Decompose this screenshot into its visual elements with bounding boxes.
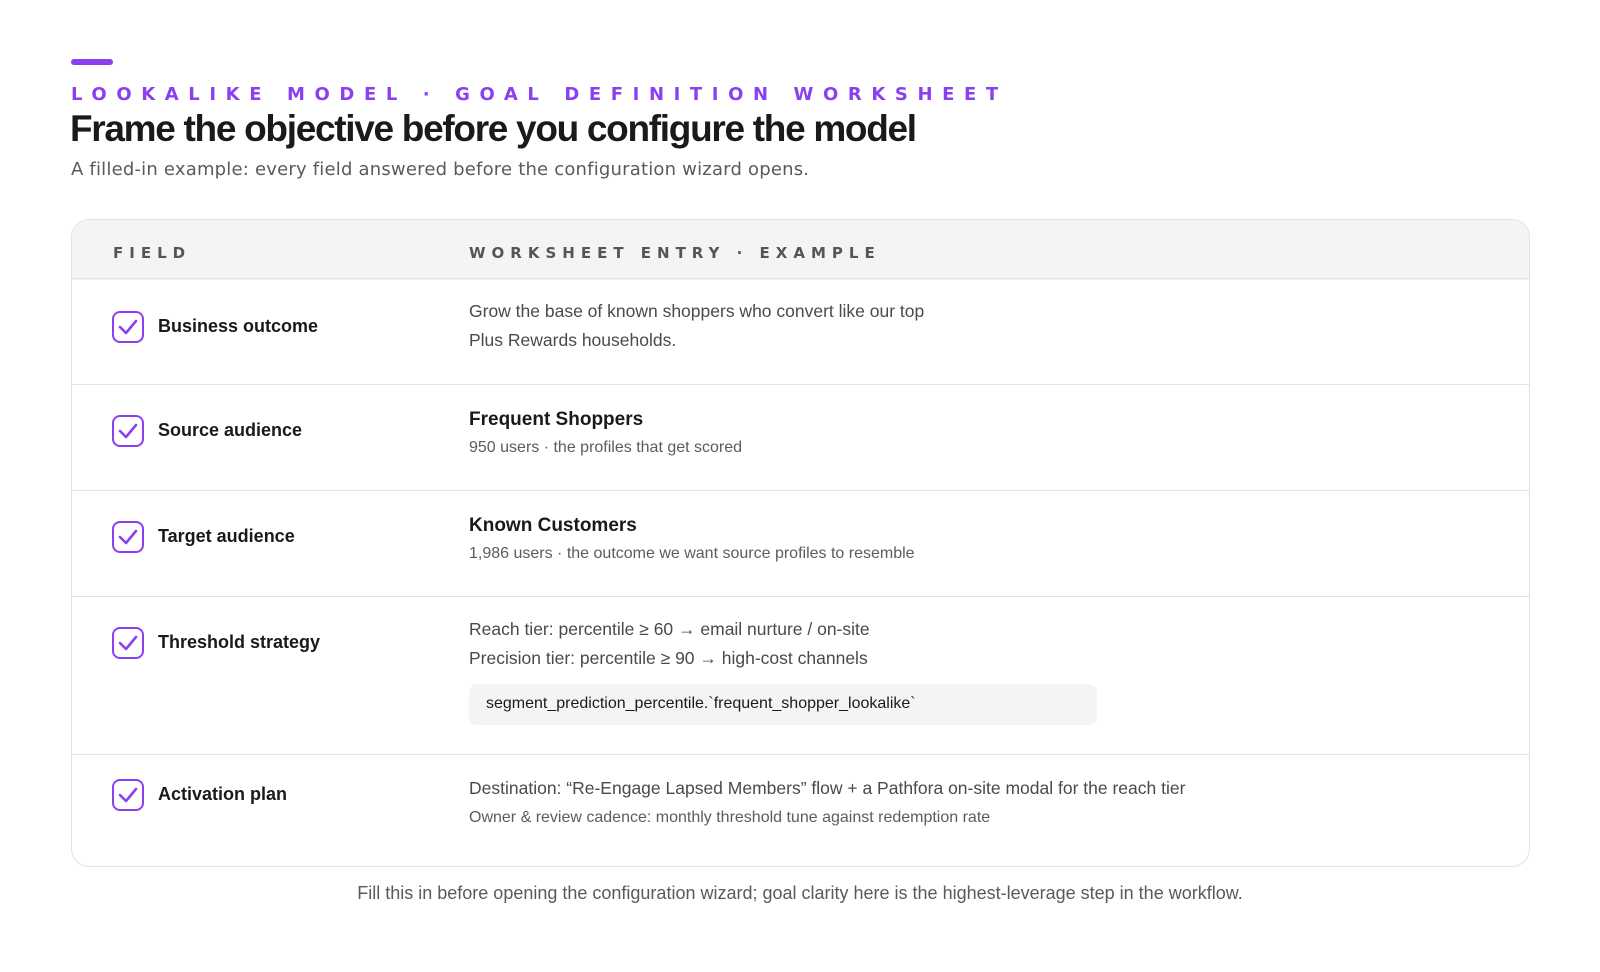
table-row: [72, 754, 1529, 867]
owner-cadence: Owner & review cadence: monthly threshold tune against redemption rate: [469, 809, 991, 826]
table-row: [72, 384, 1529, 490]
checkbox-checked-icon[interactable]: [112, 779, 144, 811]
footer-note: Fill this in before opening the configuration wizard; goal clarity here is the highest-leverage step in the workflow.: [357, 883, 1243, 903]
audience-name: Known Customers: [469, 515, 637, 536]
page-subtitle: A filled-in example: every field answered before the configuration wizard opens.: [71, 159, 810, 180]
column-header-entry: WORKSHEET ENTRY · EXAMPLE: [469, 244, 881, 262]
code-snippet: segment_prediction_percentile.`frequent_shopper_lookalike`: [469, 684, 1097, 725]
worksheet-entry: [469, 774, 1185, 833]
field-label: Activation plan: [158, 784, 288, 804]
checkbox-checked-icon[interactable]: [112, 415, 144, 447]
audience-name: Frequent Shoppers: [469, 409, 644, 430]
field-label: Threshold strategy: [158, 632, 321, 652]
entry-line: Destination: “Re-Engage Lapsed Members” flow + a Pathfora on-site modal for the reach tier: [469, 778, 1186, 798]
field-label: Target audience: [158, 526, 295, 546]
checkbox-checked-icon[interactable]: [112, 627, 144, 659]
table-row: [72, 596, 1529, 754]
worksheet-entry: [469, 407, 742, 463]
eyebrow-label: LOOKALIKE MODEL · GOAL DEFINITION WORKSHEET: [71, 84, 1008, 105]
audience-detail: 950 users · the profiles that get scored: [469, 439, 743, 456]
table-row: [72, 278, 1529, 384]
field-label: Business outcome: [158, 316, 319, 336]
table-header: [72, 220, 1529, 280]
field-label: Source audience: [158, 420, 303, 440]
column-header-field: FIELD: [113, 244, 192, 262]
entry-line: Precision tier: percentile ≥ 90 → high-cost channels: [469, 648, 868, 668]
entry-line: Grow the base of known shoppers who convert like our top: [469, 301, 925, 321]
entry-line: Plus Rewards households.: [469, 330, 677, 350]
worksheet-entry: [469, 297, 924, 355]
worksheet-entry: [469, 513, 915, 569]
entry-line: Reach tier: percentile ≥ 60 → email nurture / on-site: [469, 619, 870, 639]
worksheet-entry: [469, 615, 870, 673]
checkbox-checked-icon[interactable]: [112, 311, 144, 343]
audience-detail: 1,986 users · the outcome we want source profiles to resemble: [469, 545, 915, 562]
page-title: Frame the objective before you configure the model: [70, 108, 916, 149]
checkbox-checked-icon[interactable]: [112, 521, 144, 553]
table-row: [72, 490, 1529, 596]
accent-bar: [71, 59, 113, 65]
worksheet-table: [71, 219, 1530, 867]
